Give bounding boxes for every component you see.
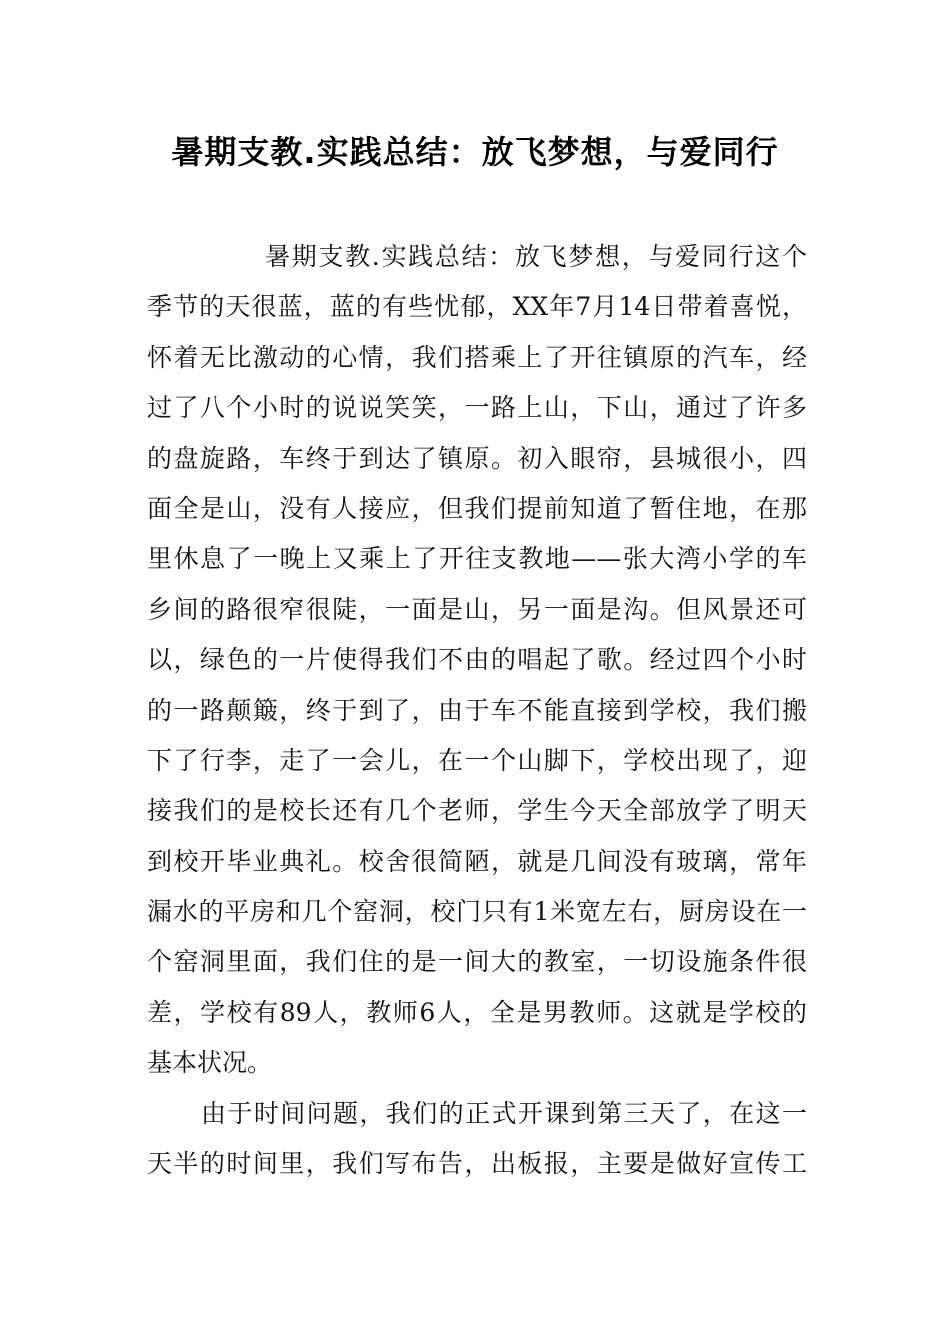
paragraph-line: 由于时间问题，我们的正式开课到第三天了，在这一 — [201, 1098, 807, 1128]
paragraph-line: 漏水的平房和几个窑洞，校门只有1米宽左右，厨房设在一 — [147, 897, 807, 927]
paragraph-line: 里休息了一晚上又乘上了开往支教地——张大湾小学的车 — [147, 544, 807, 574]
paragraph-line: 乡间的路很窄很陡，一面是山，另一面是沟。但风景还可 — [147, 594, 807, 624]
paragraph-line: 过了八个小时的说说笑笑，一路上山，下山，通过了许多 — [147, 393, 807, 423]
paragraph-line: 的一路颠簸，终于到了，由于车不能直接到学校，我们搬 — [147, 695, 807, 725]
paragraph-line: 暑期支教.实践总结：放飞梦想，与爱同行这个 — [265, 242, 807, 271]
paragraph-line: 的盘旋路，车终于到达了镇原。初入眼帘，县城很小，四 — [147, 443, 807, 473]
paragraph-line: 怀着无比激动的心情，我们搭乘上了开往镇原的汽车，经 — [147, 342, 807, 372]
paragraph-line: 天半的时间里，我们写布告，出板报，主要是做好宣传工 — [147, 1149, 807, 1179]
paragraph-line: 到校开毕业典礼。校舍很简陋，就是几间没有玻璃，常年 — [147, 846, 807, 876]
paragraph-line: 以，绿色的一片使得我们不由的唱起了歌。经过四个小时 — [147, 645, 807, 675]
document-body — [147, 232, 807, 1189]
paragraph-line: 季节的天很蓝，蓝的有些忧郁，XX年7月14日带着喜悦， — [147, 292, 807, 322]
paragraph-line: 个窑洞里面，我们住的是一间大的教室，一切设施条件很 — [147, 947, 807, 977]
paragraph-line: 下了行李，走了一会儿，在一个山脚下，学校出现了，迎 — [147, 745, 807, 775]
paragraph-line: 接我们的是校长还有几个老师，学生今天全部放学了明天 — [147, 796, 807, 826]
document-title: 暑期支教.实践总结：放飞梦想，与爱同行 — [171, 133, 779, 171]
paragraph-line: 面全是山，没有人接应，但我们提前知道了暂住地，在那 — [147, 493, 807, 523]
paragraph-line: 差，学校有89人，教师6人，全是男教师。这就是学校的 — [147, 997, 807, 1027]
paragraph-line: 基本状况。 — [147, 1048, 273, 1078]
